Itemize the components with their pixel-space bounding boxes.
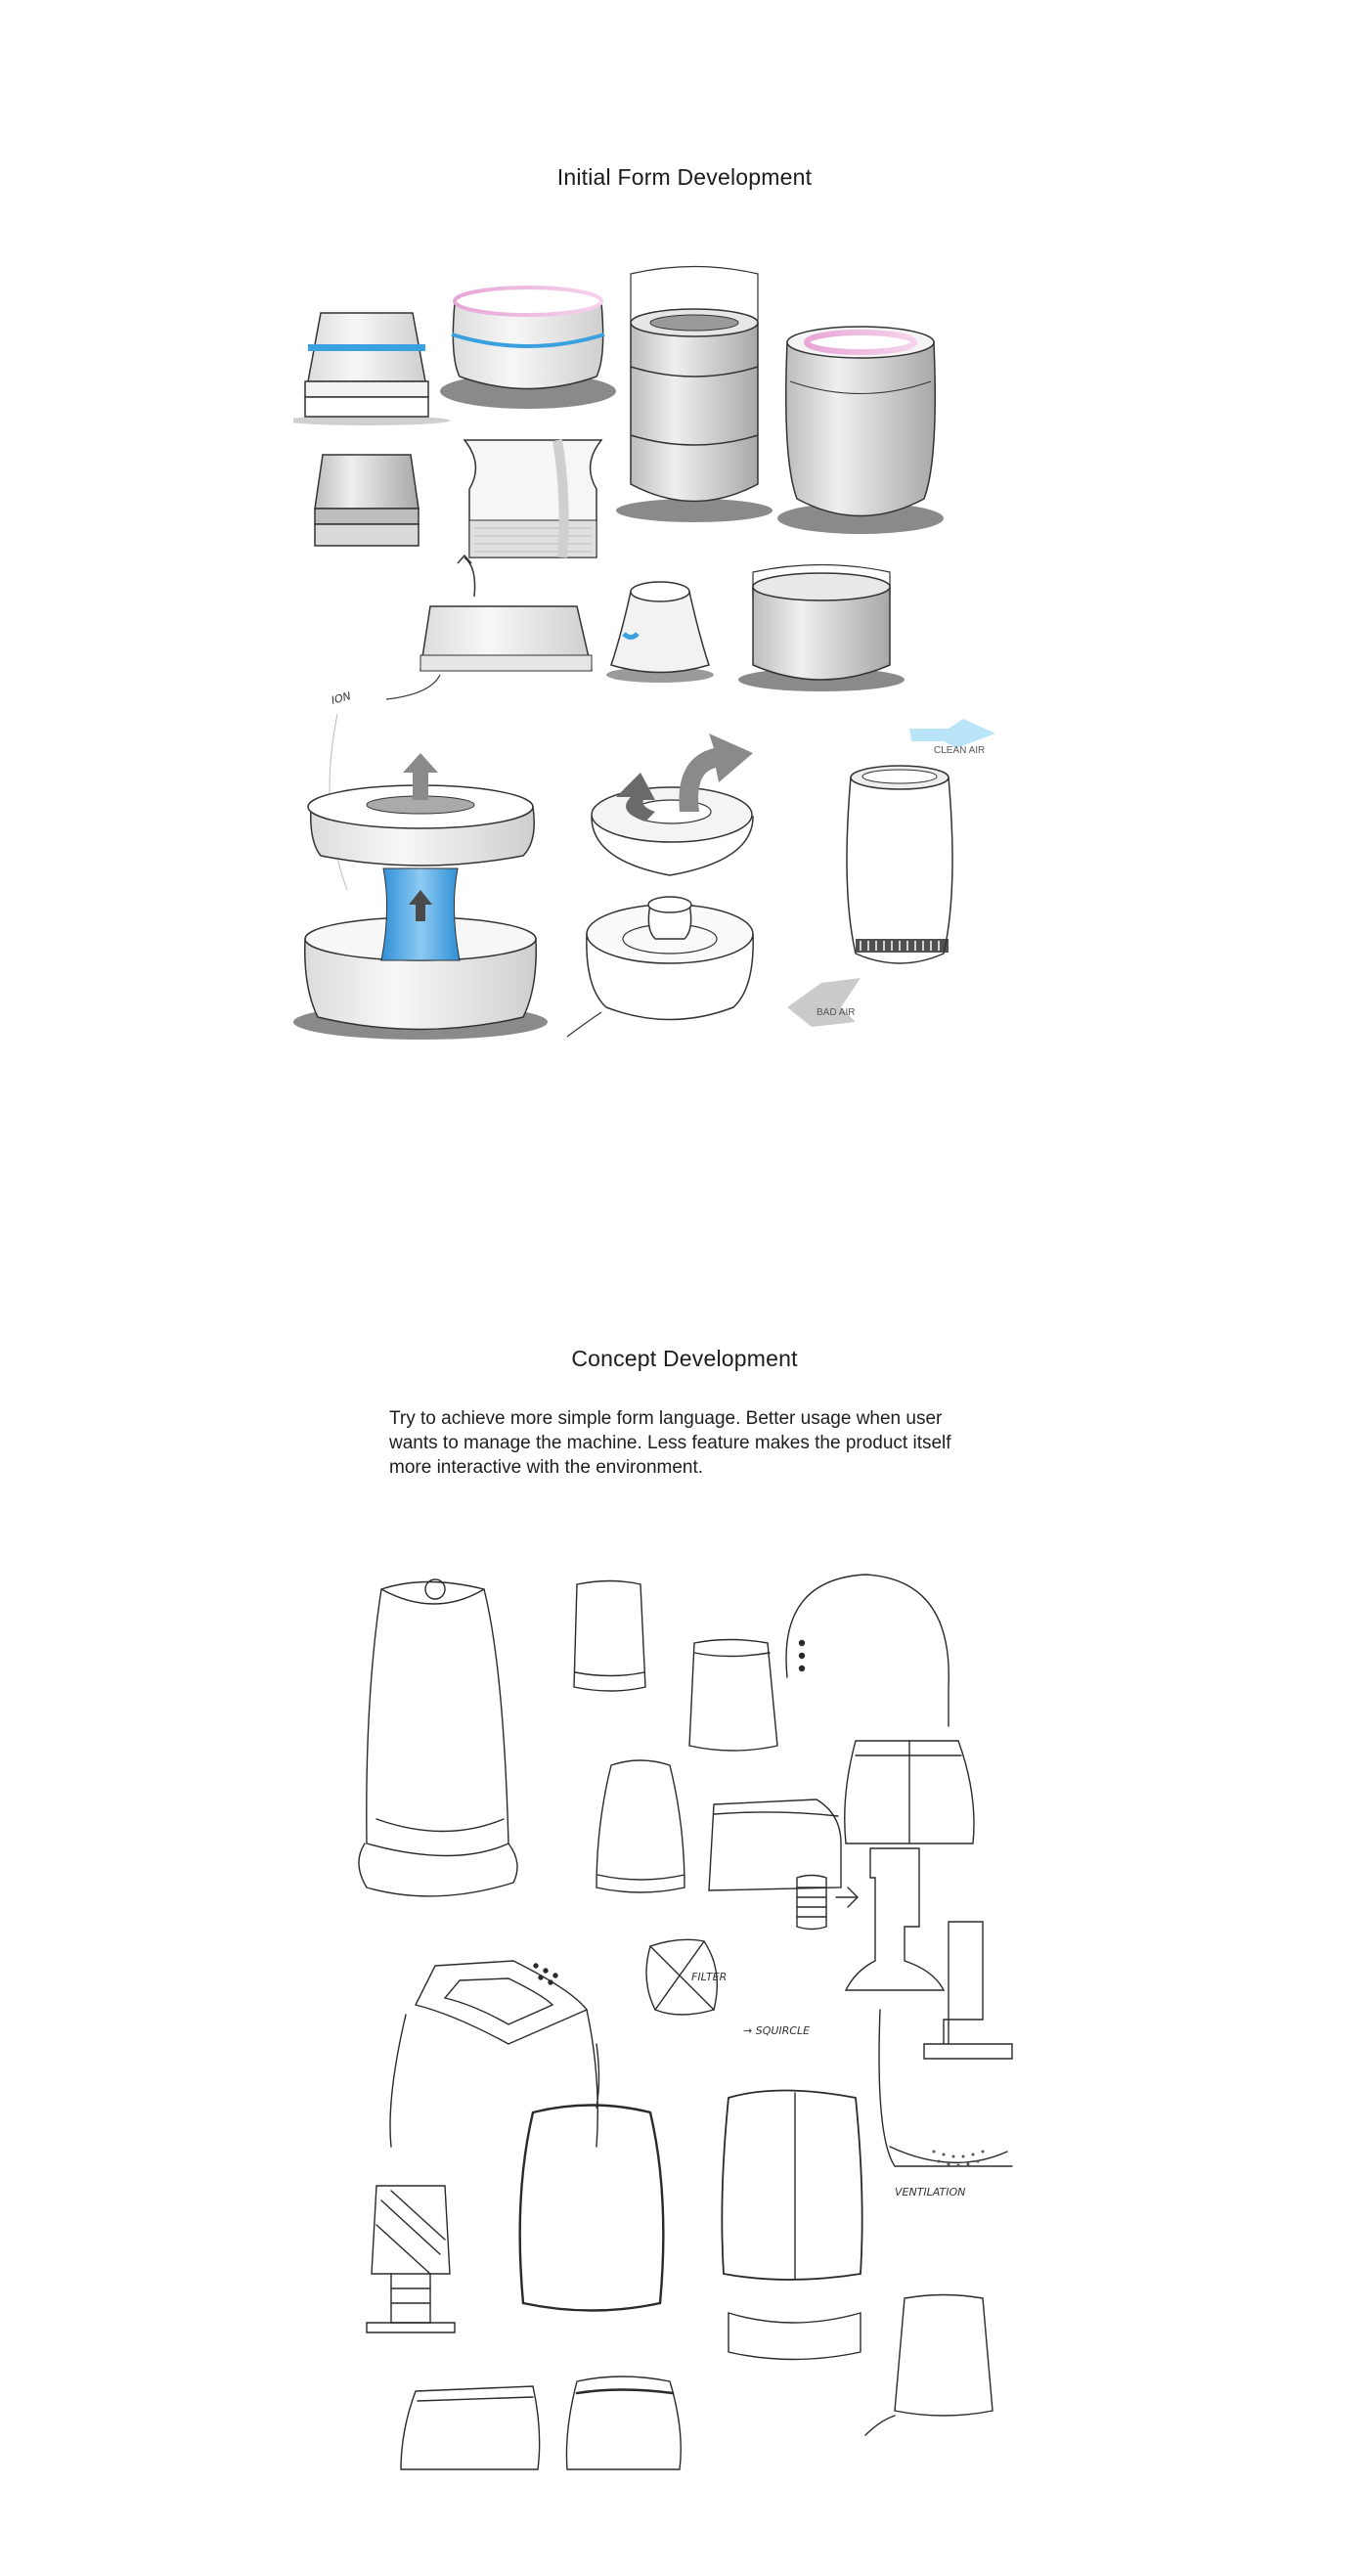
- sketch-flat-tray: [386, 555, 592, 699]
- label-squircle: → SQUIRCLE: [743, 2024, 811, 2037]
- airflow-arrow-icon: [787, 978, 861, 1027]
- sketch-tall-dome: [722, 2091, 861, 2360]
- label-ventilation: VENTILATION: [895, 2186, 966, 2198]
- sketch-vase-textured: [464, 440, 601, 557]
- sketch-ring-rotation: [592, 733, 753, 875]
- vent-dots: [933, 2151, 985, 2167]
- sketch-metal-cylinder: [315, 455, 419, 546]
- section-title-concept: Concept Development: [571, 1346, 798, 1371]
- label-bad-air: BAD AIR: [817, 1007, 856, 1018]
- concept-description: Try to achieve more simple form language. Better usage when user wants to manage the machine. Less feature makes the product itself more interactive with the environment.: [389, 1408, 951, 1478]
- sketch-tall-jar: [616, 267, 773, 523]
- sketch-low-base-knob: [567, 897, 753, 1037]
- sketch-round-blue-ring: [440, 288, 616, 409]
- sketch-filter-cylinder: [797, 1876, 858, 1930]
- sketch-jar: [689, 1640, 777, 1752]
- sketch-rounded-dome: [786, 1575, 949, 1726]
- sketch-bold-tapered: [520, 2044, 664, 2311]
- sketch-tower-pink-ring: [777, 327, 944, 534]
- curved-arrow-icon: [464, 557, 475, 597]
- sketch-ventilation-device: [879, 2010, 1012, 2166]
- section-title-initial-form: Initial Form Development: [556, 164, 813, 190]
- sketch-wide-jar: [738, 565, 905, 692]
- sketch-large-tower: [359, 1579, 517, 1896]
- sketch-square-cap: [390, 1961, 597, 2147]
- label-clean-air: CLEAN AIR: [934, 745, 986, 756]
- sketch-right-tall: [865, 2295, 993, 2436]
- sketch-faucet-device: [846, 1848, 944, 1990]
- sketch-short-jar: [596, 1760, 684, 1892]
- sketch-box-blue-stripe: [293, 313, 450, 425]
- sketch-bottom-row: [401, 2376, 681, 2469]
- airflow-arrow-icon: [909, 719, 995, 748]
- sketch-dome-blue-band: [606, 582, 714, 683]
- sketch-wide-device: [845, 1741, 974, 1843]
- concept-sketches: [347, 1550, 1056, 2474]
- sketch-lamp: [367, 2186, 455, 2332]
- sketch-small-vase: [574, 1581, 645, 1692]
- label-filter: FILTER: [691, 1971, 728, 1983]
- label-ion: ION: [330, 689, 353, 707]
- initial-form-sketches: [293, 264, 1056, 1046]
- sketch-purifier-airflow: [787, 719, 995, 1027]
- sketch-two-part-ionizer: [293, 753, 548, 1040]
